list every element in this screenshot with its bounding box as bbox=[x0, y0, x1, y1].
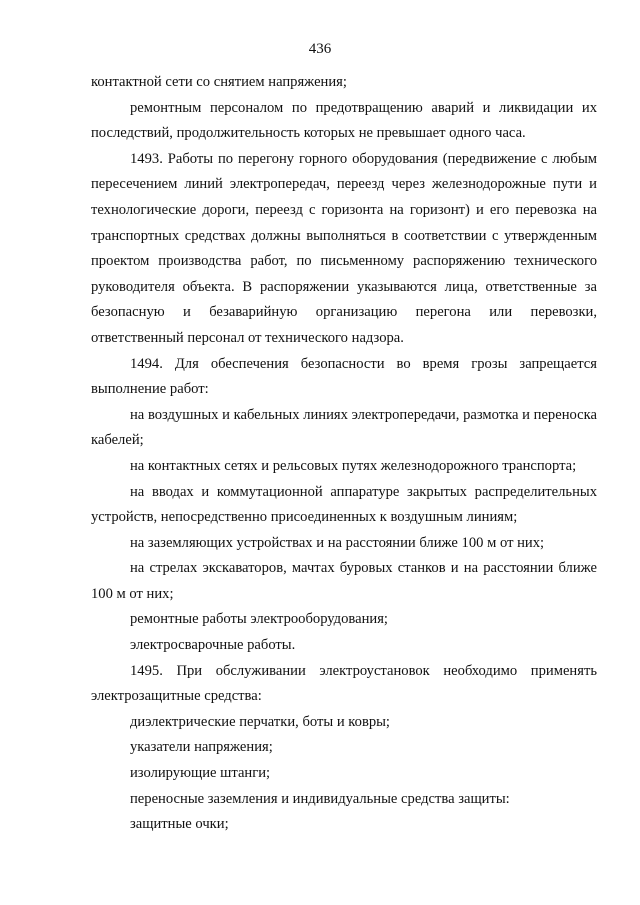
list-item: изолирующие штанги; bbox=[130, 765, 271, 782]
list-item: на контактных сетях и рельсовых путях железнодорожного транспорта; bbox=[130, 457, 577, 474]
paragraph-1494: 1494. Для обеспечения безопасности во время грозы запрещается выполнение работ: bbox=[91, 355, 597, 398]
list-item: переносные заземления и индивидуальные средства защиты: bbox=[130, 790, 510, 807]
paragraph: ремонтным персоналом по предотвращению аварий и ликвидации их последствий, продолжительность которых не превышает одного часа. bbox=[91, 99, 597, 142]
paragraph-1493: 1493. Работы по перегону горного оборудования (передвижение с любым пересечением линий электропередач, переезд через железнодорожные пути и технологические дороги, переезд с горизонта на горизонт) и его перевозка на транспортных средствах должны выполняться в соответствии с утвержденным проектом производства работ, по письменному распоряжению технического руководителя объекта. В распоряжении указываются лица, ответственные за безопасную и безаварийную организацию перегона или перевозки, ответственный персонал от технического надзора. bbox=[91, 150, 597, 346]
document-body bbox=[91, 70, 597, 838]
list-item: защитные очки; bbox=[130, 816, 229, 833]
list-item: ремонтные работы электрооборудования; bbox=[130, 611, 388, 628]
list-item: на вводах и коммутационной аппаратуре закрытых распределительных устройств, непосредственно присоединенных к воздушным линиям; bbox=[91, 483, 597, 526]
paragraph-1495: 1495. При обслуживании электроустановок необходимо применять электрозащитные средства: bbox=[91, 662, 597, 705]
page-number: 436 bbox=[308, 41, 332, 57]
list-item: указатели напряжения; bbox=[130, 739, 273, 756]
paragraph: контактной сети со снятием напряжения; bbox=[91, 74, 347, 90]
list-item: на заземляющих устройствах и на расстоянии ближе 100 м от них; bbox=[130, 534, 545, 551]
list-item: на стрелах экскаваторов, мачтах буровых станков и на расстоянии ближе 100 м от них; bbox=[91, 560, 597, 602]
list-item: диэлектрические перчатки, боты и ковры; bbox=[130, 713, 390, 730]
list-item: на воздушных и кабельных линиях электропередачи, размотка и переноска кабелей; bbox=[91, 406, 597, 449]
list-item: электросварочные работы. bbox=[130, 637, 296, 654]
